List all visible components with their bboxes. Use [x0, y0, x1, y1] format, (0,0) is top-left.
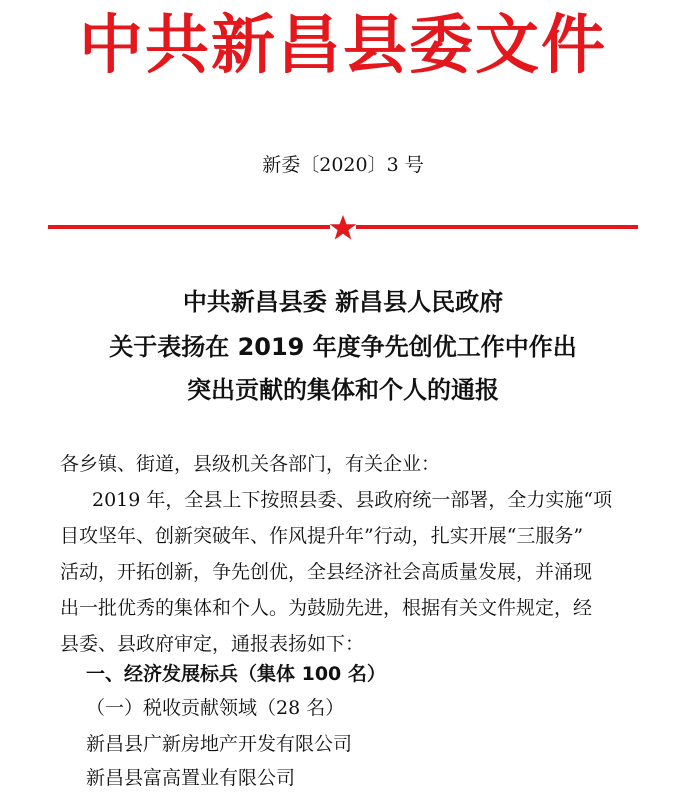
star-icon — [330, 215, 357, 240]
paragraph-line: 目攻坚年、创新突破年、作风提升年”行动，扎实开展“三服务” — [60, 525, 584, 547]
paragraph-line: 活动，开拓创新，争先创优，全县经济社会高质量发展，并涌现 — [60, 561, 593, 583]
salutation: 各乡镇、街道，县级机关各部门，有关企业： — [60, 453, 441, 475]
paragraph-line: 出一批优秀的集体和个人。为鼓励先进，根据有关文件规定，经 — [60, 597, 593, 619]
company-list-item: 新昌县广新房地产开发有限公司 — [86, 733, 353, 755]
paragraph-line: 2019 年，全县上下按照县委、县政府统一部署，全力实施“项 — [92, 489, 613, 511]
paragraph-line: 县委、县政府审定，通报表扬如下： — [60, 633, 365, 655]
title-line-3: 突出贡献的集体和个人的通报 — [187, 376, 499, 404]
title-line-2: 关于表扬在 2019 年度争先创优工作中作出 — [109, 333, 577, 361]
subsection-heading: （一）税收贡献领域（28 名） — [86, 697, 345, 719]
divider-line-left — [48, 225, 330, 229]
document-number: 新委〔2020〕3 号 — [262, 154, 424, 176]
divider-line-right — [356, 225, 638, 229]
section-heading: 一、经济发展标兵（集体 100 名） — [86, 663, 386, 685]
title-line-1: 中共新昌县委 新昌县人民政府 — [182, 288, 504, 316]
red-divider — [48, 212, 638, 244]
masthead-title: 中共新昌县委文件 — [79, 9, 607, 83]
company-list-item: 新昌县富高置业有限公司 — [86, 767, 296, 789]
